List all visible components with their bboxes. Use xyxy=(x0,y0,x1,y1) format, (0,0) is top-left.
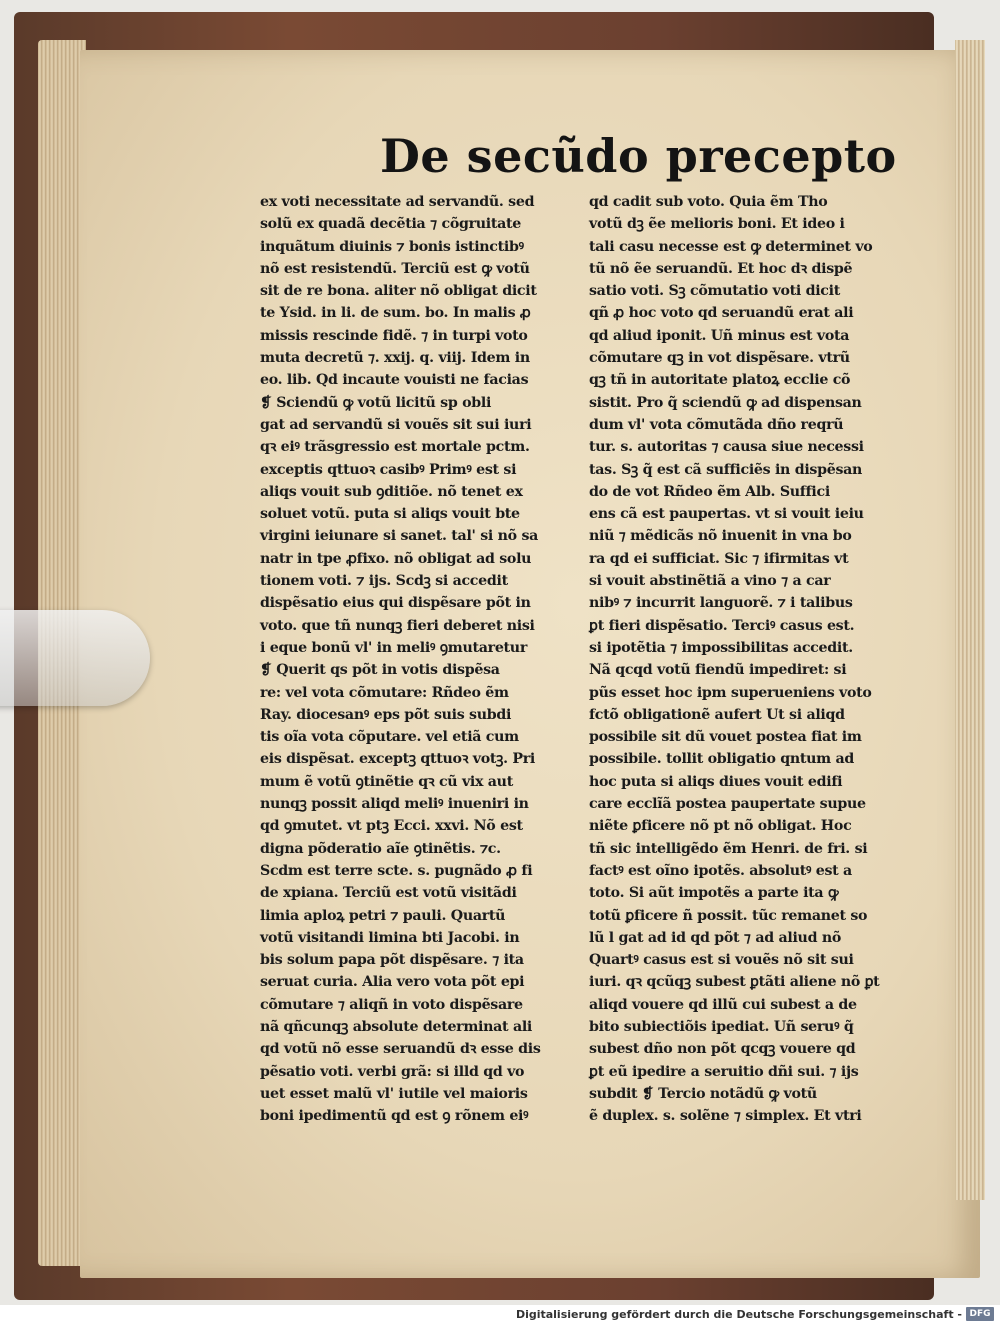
running-heading: De secũdo precepto xyxy=(380,129,897,183)
text-line: nunqꝫ possit aliqd meliꝰ inueniri in xyxy=(260,796,529,813)
text-line: niũ ⁊ mẽdicãs nõ inuenit in vna bo xyxy=(589,528,852,545)
text-line: ❡ Querit qs põt in votis dispẽsa xyxy=(260,662,500,679)
text-line: ẽ duplex. s. solẽne ⁊ simplex. Et vtri xyxy=(589,1108,862,1125)
text-line: ens cã est paupertas. vt si vouit ieiu xyxy=(589,506,864,523)
page-edges-right xyxy=(955,40,985,1200)
text-line: sit de re bona. aliter nõ obligat dicit xyxy=(260,283,537,300)
text-line: Nã qcqd votũ fiendũ impediret: si xyxy=(589,662,847,679)
left-text-column xyxy=(260,191,580,1127)
text-line: tur. s. autoritas ⁊ causa siue necessi xyxy=(589,439,864,456)
text-line: qd ꝯmutet. vt ptꝫ Ecci. xxvi. Nõ est xyxy=(260,818,523,835)
text-line: nibꝰ ⁊ incurrit languorẽ. ⁊ i talibus xyxy=(589,595,853,612)
text-line: dispẽsatio eius qui dispẽsare põt in xyxy=(260,595,531,612)
text-line: ❡ Sciendũ ꝙ votũ licitũ sp obli xyxy=(260,394,492,411)
text-line: pẽsatio voti. verbi grã: si illd qd vo xyxy=(260,1063,525,1080)
text-line: re: vel vota cõmutare: Rñdeo ẽm xyxy=(260,684,509,701)
text-line: fctõ obligationẽ aufert Ut si aliqd xyxy=(589,706,845,723)
text-line: si ipotẽtia ⁊ impossibilitas accedit. xyxy=(589,639,853,656)
text-line: boni ipedimentũ qd est ꝯ rõnem eiꝰ xyxy=(260,1108,529,1125)
text-line: ꝑt eũ ipedire a seruitio dñi sui. ⁊ ijs xyxy=(589,1063,859,1080)
text-line: si vouit abstinẽtiã a vino ⁊ a car xyxy=(589,573,831,590)
text-line: uet esset malũ vl' iutile vel maioris xyxy=(260,1085,528,1102)
text-line: qd cadit sub voto. Quia ẽm Tho xyxy=(589,194,828,210)
text-line: possibile. tollit obligatio qntum ad xyxy=(589,751,855,768)
text-line: do de vot Rñdeo ẽm Alb. Suffici xyxy=(589,483,830,500)
text-line: ꝑt fieri dispẽsatio. Terciꝰ casus est. xyxy=(589,617,855,634)
text-line: Scdm est terre scte. s. pugnãdo ꝓ fi xyxy=(260,862,533,879)
text-line: dum vl' vota cõmutãda dño reqrũ xyxy=(589,416,844,433)
text-line: tionem voti. ⁊ ijs. Scdꝫ si accedit xyxy=(260,573,508,590)
text-line: missis rescinde fidẽ. ⁊ in turpi voto xyxy=(260,327,528,344)
text-line: satio voti. Sꝫ cõmutatio voti dicit xyxy=(589,283,840,300)
text-line: care ecclĩã postea paupertate supue xyxy=(589,796,866,813)
text-line: i eque bonũ vl' in meliꝰ ꝯmutaretur xyxy=(260,639,527,656)
text-line: de xpiana. Terciũ est votũ visitãdi xyxy=(260,885,517,902)
text-line: tali casu necesse est ꝙ determinet vo xyxy=(589,238,873,255)
text-line: Ray. diocesanꝰ eps põt suis subdi xyxy=(260,706,512,723)
text-line: bis solum papa põt dispẽsare. ⁊ ita xyxy=(260,952,524,969)
text-line: nõ est resistendũ. Terciũ est ꝙ votũ xyxy=(260,260,530,277)
text-line: iuri. qꝛ qcũqꝫ subest ꝑtãti aliene nõ ꝑt xyxy=(589,974,880,991)
text-line: niẽte ꝑficere nõ pt nõ obligat. Hoc xyxy=(589,818,852,835)
text-line: exceptis qttuoꝛ casibꝰ Primꝰ est si xyxy=(260,461,517,478)
text-line: solũ ex quadã decẽtia ⁊ cõgruitate xyxy=(260,216,522,233)
text-line: lũ l gat ad id qd põt ⁊ ad aliud nõ xyxy=(589,929,842,946)
text-line: aliqd vouere qd illũ cui subest a de xyxy=(589,996,857,1013)
text-line: bito subiectiõis ipediat. Uñ seruꝰ q̃ xyxy=(589,1018,854,1035)
text-line: tas. Sꝫ q̃ est cã sufficiẽs in dispẽsan xyxy=(589,461,863,478)
text-line: inquãtum diuinis ⁊ bonis istinctibꝰ xyxy=(260,238,524,255)
text-line: toto. Si aũt impotẽs a parte ita ꝙ xyxy=(589,885,839,902)
text-line: tũ nõ ẽe seruandũ. Et hoc dꝛ dispẽ xyxy=(589,260,853,277)
text-line: votũ visitandi limina bti Jacobi. in xyxy=(260,929,520,946)
text-line: totũ ꝑficere ñ possit. tũc remanet so xyxy=(589,907,868,924)
text-line: subest dño non põt qcqꝫ vouere qd xyxy=(589,1041,856,1058)
dfg-logo-icon: DFG xyxy=(966,1307,994,1321)
text-line: votũ dꝫ ẽe melioris boni. Et ideo i xyxy=(589,216,845,233)
right-text-column xyxy=(589,191,909,1127)
text-line: nã qñcunqꝫ absolute determinat ali xyxy=(260,1018,533,1035)
text-line: possibile sit dũ vouet postea fiat im xyxy=(589,729,862,746)
text-line: eis dispẽsat. exceptꝫ qttuoꝛ votꝫ. Pri xyxy=(260,751,536,768)
text-line: gat ad servandũ si vouẽs sit sui iuri xyxy=(260,416,532,433)
text-line: sistit. Pro q̃ sciendũ ꝙ ad dispensan xyxy=(589,394,862,411)
text-line: limia aploꝝ petri ⁊ pauli. Quartũ xyxy=(260,907,506,924)
text-line: qꝛ eiꝰ trãsgressio est mortale pctm. xyxy=(260,439,530,456)
text-line: voto. que tñ nunqꝫ fieri deberet nisi xyxy=(260,617,535,634)
text-line: subdit ❡ Tercio notãdũ ꝙ votũ xyxy=(589,1085,817,1102)
text-line: qꝫ tñ in autoritate platoꝝ ecclie cõ xyxy=(589,372,851,389)
text-line: virgini ieiunare si sanet. tal' si nõ sa xyxy=(260,528,539,545)
text-line: tis oĩa vota cõputare. vel etiã cum xyxy=(260,729,519,746)
text-line: cõmutare qꝫ in vot dispẽsare. vtrũ xyxy=(589,350,850,367)
text-line: soluet votũ. puta si aliqs vouit bte xyxy=(260,506,520,523)
text-line: tñ sic intelligẽdo ẽm Henri. de fri. si xyxy=(589,840,868,857)
text-line: ex voti necessitate ad servandũ. sed xyxy=(260,194,535,210)
text-line: pũs esset hoc ipm superueniens voto xyxy=(589,684,872,701)
text-line: seruat curia. Alia vero vota põt epi xyxy=(260,974,525,991)
text-line: qñ ꝓ hoc voto qd seruandũ erat ali xyxy=(589,305,854,322)
text-line: te Ysid. in li. de sum. bo. In malis ꝓ xyxy=(260,305,531,322)
text-line: cõmutare ⁊ aliqñ in voto dispẽsare xyxy=(260,996,523,1013)
text-line: ra qd ei sufficiat. Sic ⁊ ifirmitas vt xyxy=(589,550,849,567)
text-line: qd aliud iponit. Uñ minus est vota xyxy=(589,327,850,344)
text-line: digna põderatio aĩe ꝯtinẽtis. ⁊c. xyxy=(260,840,501,857)
text-line: hoc puta si aliqs diues vouit edifi xyxy=(589,773,843,790)
text-line: eo. lib. Qd incaute vouisti ne facias xyxy=(260,372,529,389)
text-line: mum ẽ votũ ꝯtinẽtie qꝛ cũ vix aut xyxy=(260,773,513,790)
text-line: natr in tpe ꝓfixo. nõ obligat ad solu xyxy=(260,550,532,567)
text-line: muta decretũ ⁊. xxij. q. viij. Idem in xyxy=(260,350,530,367)
digitization-credit: Digitalisierung gefördert durch die Deutsche Forschungsgemeinschaft - xyxy=(515,1308,962,1321)
text-line: Quartꝰ casus est si vouẽs nõ sit sui xyxy=(589,952,854,969)
page-clamp xyxy=(0,610,150,706)
text-line: factꝰ est oĩno ipotẽs. absolutꝰ est a xyxy=(589,862,852,879)
text-line: aliqs vouit sub ꝯditiõe. nõ tenet ex xyxy=(260,483,523,500)
text-line: qd votũ nõ esse seruandũ dꝛ esse dis xyxy=(260,1041,541,1058)
